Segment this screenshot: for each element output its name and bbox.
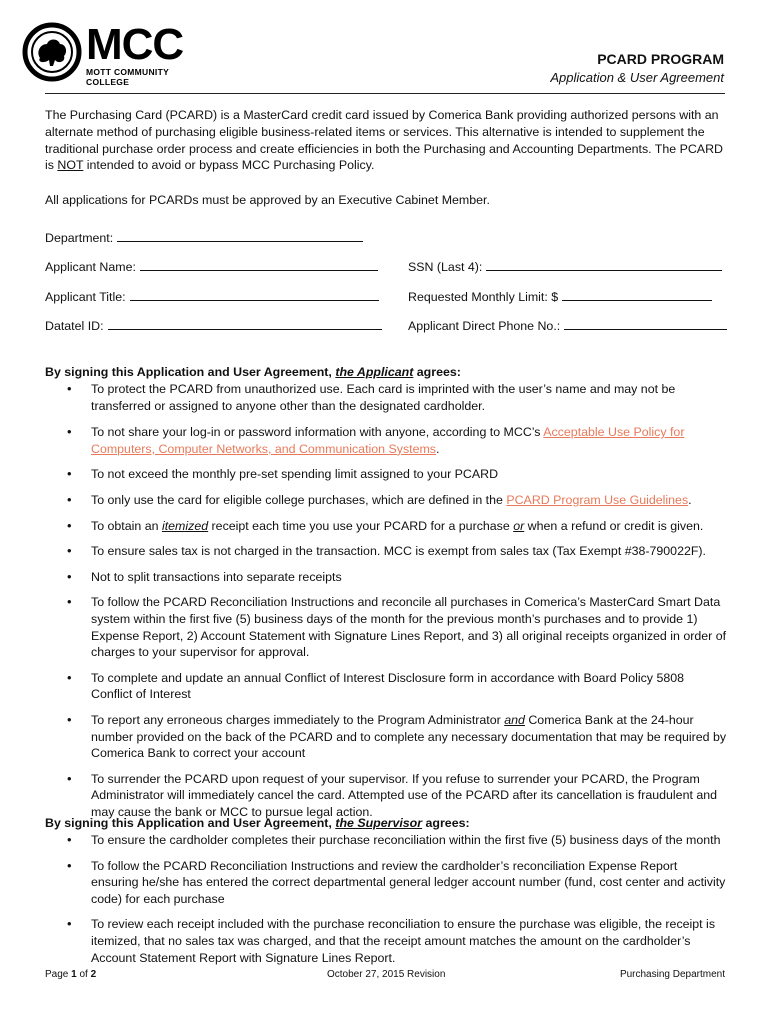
list-item — [45, 594, 727, 660]
intro-not-emphasis: NOT — [57, 158, 84, 173]
ssn-label: SSN (Last 4): — [408, 260, 483, 274]
list-item-text: To report any erroneous charges immediately to the Program Administrator — [91, 712, 505, 727]
monthly-limit-field — [408, 288, 712, 305]
header-divider — [45, 93, 725, 94]
applicant-agreement-list — [45, 381, 727, 820]
list-item-text: To complete and update an annual Conflict of Interest Disclosure form in accordance with Board Policy 5808 Conflict of Interest — [91, 670, 685, 702]
list-item-text: To not share your log-in or password information with anyone, according to MCC’s — [91, 425, 544, 440]
document-subtitle: Application & User Agreement — [550, 70, 724, 85]
supervisor-heading-text: By signing this Application and User Agreement, — [45, 816, 336, 830]
department-input-line[interactable] — [117, 229, 363, 242]
list-item — [45, 492, 727, 509]
logo-subtitle: MOTT COMMUNITY COLLEGE — [86, 67, 169, 87]
list-item-text: To protect the PCARD from unauthorized use. Each card is imprinted with the user’s name and may not be transferred or assigned to anyone other than the designated cardholder. — [91, 382, 676, 413]
list-item — [45, 712, 727, 762]
page-of: of — [76, 969, 91, 980]
list-item — [45, 832, 727, 849]
itemized-emphasis: itemized — [161, 518, 209, 533]
intro-paragraph — [45, 107, 727, 174]
list-item-text: Comerica Bank at the 24-hour number provided on the back of the PCARD and to complete any necessary documentation that may be required by Comerica Bank to correct your account — [91, 712, 727, 761]
list-item-text: To surrender the PCARD upon request of your supervisor. If you refuse to surrender your PCARD, the Program Administrator will immediately cancel the card. Attempted use of the PCARD after its cancellation is fraudulent and may cause the bank or MCC to pursue legal action. — [91, 771, 718, 819]
list-item-text: when a refund or credit is given. — [524, 518, 704, 533]
list-item-text: To not exceed the monthly pre-set spending limit assigned to your PCARD — [91, 467, 499, 482]
ssn-field — [408, 258, 722, 275]
intro-text-1: The Purchasing Card (PCARD) is a MasterCard credit card issued by Comerica Bank providing authorized persons with an alternate method of purchasing eligible business-related items or services. This alternative is intended to supplement the traditional purchase order process and create efficiencies in both the Purchasing and Accounting Departments. The PCARD is — [45, 108, 723, 173]
revision-date: October 27, 2015 Revision — [327, 969, 446, 980]
list-item-text: Not to split transactions into separate receipts — [91, 569, 342, 584]
direct-phone-input-line[interactable] — [564, 317, 727, 330]
list-item-text: . — [436, 441, 440, 456]
list-item-text: To ensure sales tax is not charged in the transaction. MCC is exempt from sales tax (Tax Exempt #38-790022F). — [91, 544, 706, 559]
applicant-title-input-line[interactable] — [130, 288, 379, 301]
list-item-text: To follow the PCARD Reconciliation Instructions and reconcile all purchases in Comerica’s MasterCard Smart Data system within the first five (5) business days of the month for the previous month’s purchases and to provide 1) Expense Report, 2) Account Statement with Signature Lines Report, and 3) all original receipts organized in order of charges to your supervisor for approval. — [91, 595, 727, 660]
list-item — [45, 771, 727, 821]
document-title: PCARD PROGRAM — [597, 51, 724, 67]
list-item — [45, 518, 727, 535]
supervisor-role-label: the Supervisor — [335, 816, 423, 830]
direct-phone-label: Applicant Direct Phone No.: — [408, 319, 561, 333]
applicant-title-field — [45, 288, 379, 305]
approval-note: All applications for PCARDs must be approved by an Executive Cabinet Member. — [45, 193, 490, 207]
department-field — [45, 229, 363, 246]
page-total: 2 — [90, 969, 97, 980]
list-item — [45, 569, 727, 586]
applicant-section-heading — [45, 364, 461, 380]
department-label: Department: — [45, 231, 114, 245]
page-footer — [45, 969, 725, 983]
list-item-text: To follow the PCARD Reconciliation Instructions and review the cardholder’s reconciliation Expense Report ensuring he/she has entered the correct departmental general ledger account number (fund, cost center and activity code) for each purchase — [91, 858, 726, 906]
logo-wordmark: MCC — [86, 20, 184, 69]
applicant-heading-end: agrees: — [413, 365, 461, 379]
monthly-limit-input-line[interactable] — [562, 288, 712, 301]
page-number — [45, 969, 96, 980]
mcc-logo — [22, 22, 192, 86]
applicant-role-label: the Applicant — [335, 365, 414, 379]
list-item — [45, 381, 727, 414]
list-item-text: . — [688, 492, 692, 507]
applicant-name-field — [45, 258, 378, 275]
list-item-text: To ensure the cardholder completes their purchase reconciliation within the first five (5) business days of the month — [91, 833, 721, 847]
list-item — [45, 543, 727, 560]
supervisor-heading-end: agrees: — [422, 816, 470, 830]
acceptable-use-policy-link[interactable]: Acceptable Use Policy for Computers, Computer Networks, and Communication Systems — [91, 425, 685, 456]
and-emphasis: and — [504, 712, 525, 727]
intro-text-2: intended to avoid or bypass MCC Purchasing Policy. — [83, 158, 375, 173]
applicant-title-label: Applicant Title: — [45, 290, 126, 304]
supervisor-section-heading — [45, 815, 470, 831]
list-item-text: receipt each time you use your PCARD for a purchase — [208, 518, 514, 533]
list-item-text: To review each receipt included with the purchase reconciliation to ensure the purchase was eligible, the receipt is itemized, that no sales tax was charged, and that the receipt amount matches the amount on the cardholder’s Account Statement Report with Signature Lines Report. — [91, 917, 716, 965]
list-item-text: To obtain an — [91, 518, 162, 533]
use-guidelines-link[interactable]: PCARD Program Use Guidelines — [506, 492, 689, 507]
or-emphasis: or — [513, 518, 525, 533]
list-item-text: To only use the card for eligible college purchases, which are defined in the — [91, 492, 507, 507]
page-current: 1 — [71, 969, 77, 980]
list-item — [45, 466, 727, 483]
ssn-input-line[interactable] — [486, 258, 722, 271]
list-item — [45, 670, 727, 703]
page-label: Page — [45, 969, 72, 980]
monthly-limit-label: Requested Monthly Limit: $ — [408, 290, 559, 304]
datatel-id-input-line[interactable] — [108, 317, 382, 330]
supervisor-agreement-list — [45, 832, 727, 966]
datatel-id-field — [45, 317, 382, 334]
mcc-seal-icon — [22, 22, 82, 82]
applicant-name-input-line[interactable] — [140, 258, 378, 271]
applicant-name-label: Applicant Name: — [45, 260, 136, 274]
applicant-heading-text: By signing this Application and User Agreement, — [45, 365, 336, 379]
footer-department: Purchasing Department — [619, 969, 725, 980]
direct-phone-field — [408, 317, 727, 334]
list-item — [45, 916, 727, 966]
list-item — [45, 424, 727, 457]
datatel-id-label: Datatel ID: — [45, 319, 104, 333]
list-item — [45, 858, 727, 908]
